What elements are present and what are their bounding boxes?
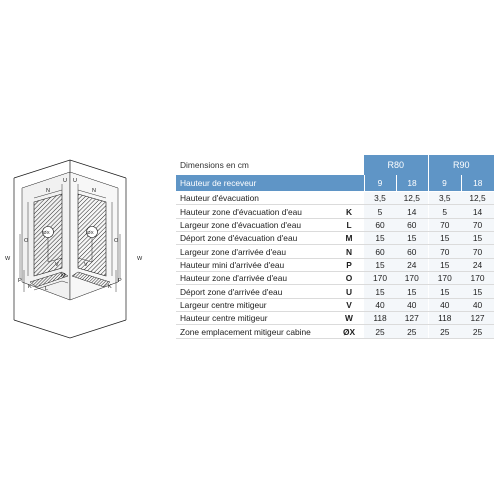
row-value: 15 (428, 232, 461, 245)
row-value: 15 (364, 258, 396, 271)
row-value: 170 (428, 272, 461, 285)
receiver-height-value: 18 (396, 175, 428, 192)
table-row (176, 192, 494, 205)
table-title: Dimensions en cm (180, 160, 249, 170)
label-X-left: ØX (43, 230, 50, 235)
row-value: 127 (461, 312, 494, 325)
row-label: Déport zone d'arrivée d'eau (176, 285, 334, 298)
row-value: 70 (428, 218, 461, 231)
title-gap (334, 155, 364, 175)
row-value: 15 (461, 232, 494, 245)
table-row (176, 312, 494, 325)
row-label: Hauteur mini d'arrivée d'eau (176, 258, 334, 271)
receiver-height-row (176, 175, 494, 192)
row-value: 118 (428, 312, 461, 325)
row-value: 127 (396, 312, 428, 325)
label-U-right: U (73, 178, 77, 184)
table-row (176, 245, 494, 258)
row-value: 170 (364, 272, 396, 285)
row-letter: N (334, 245, 364, 258)
row-letter: V (334, 298, 364, 311)
row-letter: M (334, 232, 364, 245)
table-row (176, 258, 494, 271)
label-K-left: K (28, 284, 32, 290)
row-value: 15 (396, 232, 428, 245)
dimensions-table (176, 155, 494, 339)
label-W-right: W (137, 256, 143, 262)
table-row (176, 298, 494, 311)
row-label: Zone emplacement mitigeur cabine (176, 325, 334, 338)
row-value: 25 (428, 325, 461, 338)
dimensions-table-container (176, 155, 494, 339)
label-O-right: O (114, 238, 119, 244)
row-value: 3,5 (428, 192, 461, 205)
table-row (176, 285, 494, 298)
row-value: 14 (461, 205, 494, 218)
row-value: 40 (428, 298, 461, 311)
row-value: 14 (396, 205, 428, 218)
row-value: 60 (364, 245, 396, 258)
table-row (176, 325, 494, 338)
label-P-left: P (18, 278, 22, 284)
label-X-right: ØX (87, 230, 94, 235)
row-value: 12,5 (461, 192, 494, 205)
row-value: 5 (364, 205, 396, 218)
label-V-right: V (84, 262, 88, 268)
row-label: Hauteur centre mitigeur (176, 312, 334, 325)
row-letter: O (334, 272, 364, 285)
label-N-right: N (92, 188, 96, 194)
row-value: 40 (396, 298, 428, 311)
receiver-height-label: Hauteur de receveur (176, 175, 364, 192)
row-label: Hauteur d'évacuation (176, 192, 334, 205)
row-value: 170 (396, 272, 428, 285)
row-value: 15 (461, 285, 494, 298)
row-letter: ØX (334, 325, 364, 338)
row-value: 70 (461, 218, 494, 231)
row-letter: K (334, 205, 364, 218)
row-value: 15 (364, 285, 396, 298)
label-L: L (45, 286, 49, 292)
row-label: Hauteur zone d'évacuation d'eau (176, 205, 334, 218)
row-label: Hauteur zone d'arrivée d'eau (176, 272, 334, 285)
row-letter: L (334, 218, 364, 231)
table-row (176, 272, 494, 285)
row-label: Largeur centre mitigeur (176, 298, 334, 311)
row-value: 170 (461, 272, 494, 285)
label-K-right: K (108, 284, 112, 290)
receiver-height-value: 9 (364, 175, 396, 192)
row-value: 15 (428, 285, 461, 298)
row-value: 24 (461, 258, 494, 271)
row-label: Largeur zone d'évacuation d'eau (176, 218, 334, 231)
row-label: Déport zone d'évacuation d'eau (176, 232, 334, 245)
receiver-height-value: 9 (428, 175, 461, 192)
row-value: 60 (364, 218, 396, 231)
row-letter: P (334, 258, 364, 271)
row-letter (334, 192, 364, 205)
row-value: 60 (396, 245, 428, 258)
label-N-left: N (46, 188, 50, 194)
row-value: 15 (396, 285, 428, 298)
row-value: 15 (364, 232, 396, 245)
label-M: M (61, 273, 66, 279)
row-value: 70 (461, 245, 494, 258)
row-value: 60 (396, 218, 428, 231)
shower-installation-diagram (0, 150, 165, 350)
group-header-r90: R90 (428, 155, 494, 175)
table-row (176, 218, 494, 231)
row-value: 24 (396, 258, 428, 271)
label-U-left: U (63, 178, 67, 184)
group-header-r80: R80 (364, 155, 428, 175)
row-value: 25 (461, 325, 494, 338)
table-title-row (176, 155, 494, 175)
row-value: 3,5 (364, 192, 396, 205)
table-row (176, 232, 494, 245)
row-letter: W (334, 312, 364, 325)
row-value: 40 (364, 298, 396, 311)
label-O-left: O (24, 238, 29, 244)
row-value: 40 (461, 298, 494, 311)
row-value: 70 (428, 245, 461, 258)
row-value: 5 (428, 205, 461, 218)
row-label: Largeur zone d'arrivée d'eau (176, 245, 334, 258)
row-value: 12,5 (396, 192, 428, 205)
label-V-left: V (55, 262, 59, 268)
receiver-height-value: 18 (461, 175, 494, 192)
row-letter: U (334, 285, 364, 298)
label-W-left: W (5, 256, 11, 262)
row-value: 25 (396, 325, 428, 338)
label-P-right: P (118, 278, 122, 284)
row-value: 118 (364, 312, 396, 325)
row-value: 15 (428, 258, 461, 271)
table-row (176, 205, 494, 218)
row-value: 25 (364, 325, 396, 338)
